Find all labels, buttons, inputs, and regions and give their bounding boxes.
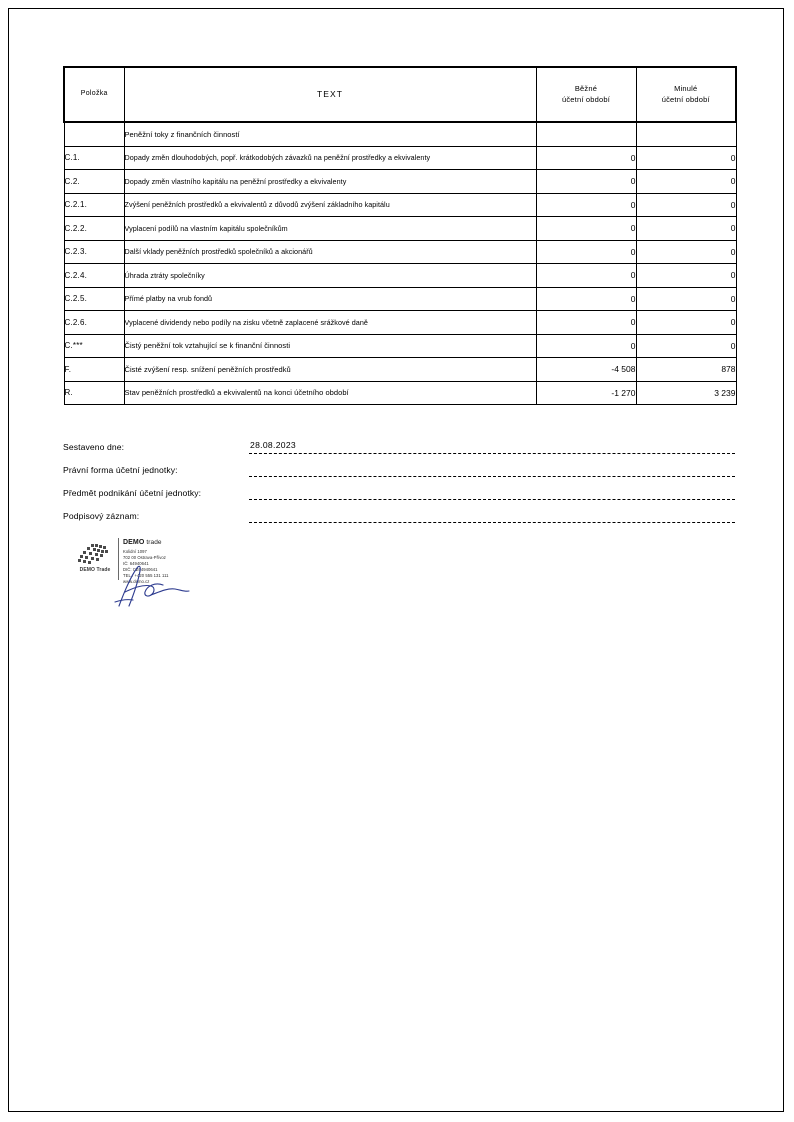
row-value-current: 0 (536, 217, 636, 241)
table-row (64, 311, 736, 335)
stamp-address-line: www.demo.cz (123, 579, 150, 585)
row-text: Vyplacené dividendy nebo podíly na zisku včetně zaplacené srážkové daně (124, 311, 536, 335)
footer-field-value[interactable] (249, 486, 735, 500)
previous-period-line1: Minulé (674, 83, 698, 93)
section-title-row (64, 122, 736, 146)
table-row (64, 240, 736, 264)
row-code: C.2.4. (64, 264, 124, 288)
footer-field-label: Předmět podnikání účetní jednotky: (63, 488, 202, 498)
row-code: C.2.3. (64, 240, 124, 264)
table-row (64, 287, 736, 311)
stamp-logo-name: DEMO Trade (79, 567, 111, 573)
table-row (64, 217, 736, 241)
table-row (64, 334, 736, 358)
table-row (64, 264, 736, 288)
row-value-previous: 0 (636, 170, 736, 194)
table-body (64, 122, 736, 405)
section-row-title: Peněžní toky z finančních činností (124, 122, 536, 146)
footer-field-value[interactable]: 28.08.2023 (249, 440, 735, 454)
row-code: C.2.6. (64, 311, 124, 335)
stamp-address-line: 702 00 Ostrava-Přívoz (123, 555, 166, 561)
footer-field-row (63, 500, 735, 523)
row-value-current: 0 (536, 287, 636, 311)
row-code: C.2. (64, 170, 124, 194)
section-row-code (64, 122, 124, 146)
row-value-previous: 0 (636, 217, 736, 241)
stamp-address-line: IČ: 64940641 (123, 561, 149, 567)
row-text: Další vklady peněžních prostředků společníků a akcionářů (124, 240, 536, 264)
row-value-current: 0 (536, 193, 636, 217)
row-value-current: 0 (536, 240, 636, 264)
stamp-address-line: Kolidní 1097 (123, 549, 147, 554)
footer-field-label: Podpisový záznam: (63, 511, 140, 521)
cash-flow-statement-table (63, 66, 737, 405)
column-header-previous-period (636, 67, 736, 122)
footer-field-row (63, 477, 735, 500)
row-value-current: 0 (536, 170, 636, 194)
row-text: Zvýšení peněžních prostředků a ekvivalentů z důvodů zvýšení základního kapitálu (124, 193, 536, 217)
handwritten-signature (111, 562, 191, 608)
footer-field-row (63, 431, 735, 454)
column-header-current-period (536, 67, 636, 122)
row-value-current: 0 (536, 334, 636, 358)
row-code: C.*** (64, 334, 124, 358)
footer-field-label: Sestaveno dne: (63, 442, 125, 452)
demo-trade-logo-icon (77, 542, 115, 566)
stamp-company-title (123, 539, 162, 546)
row-text: Stav peněžních prostředků a ekvivalentů na konci účetního období (124, 381, 536, 405)
row-value-previous: 3 239 (636, 381, 736, 405)
section-row-previous (636, 122, 736, 146)
row-code: F. (64, 358, 124, 382)
current-period-line2: účetní období (561, 94, 611, 104)
row-value-previous: 0 (636, 193, 736, 217)
row-value-previous: 0 (636, 334, 736, 358)
row-text: Dopady změn dlouhodobých, popř. krátkodobých závazků na peněžní prostředky a ekvivalenty (124, 146, 536, 170)
stamp-address-line: TEL.: +420 555 131 111 (123, 573, 169, 579)
row-value-previous: 878 (636, 358, 736, 382)
table-row (64, 146, 736, 170)
column-header-text: TEXT (124, 67, 536, 122)
row-code: C.2.5. (64, 287, 124, 311)
table-row (64, 170, 736, 194)
previous-period-line2: účetní období (661, 94, 710, 104)
row-text: Přímé platby na vrub fondů (124, 287, 536, 311)
footer-field-label: Právní forma účetní jednotky: (63, 465, 178, 475)
row-value-previous: 0 (636, 311, 736, 335)
row-value-current: -4 508 (536, 358, 636, 382)
footer-field-value[interactable] (249, 463, 735, 477)
row-text: Čisté zvýšení resp. snížení peněžních prostředků (124, 358, 536, 382)
row-value-previous: 0 (636, 240, 736, 264)
row-value-current: 0 (536, 311, 636, 335)
page-sheet (8, 8, 784, 1112)
footer-field-value[interactable] (249, 509, 735, 523)
row-code: C.1. (64, 146, 124, 170)
row-value-previous: 0 (636, 287, 736, 311)
table-header-row (64, 67, 736, 122)
row-value-current: -1 270 (536, 381, 636, 405)
row-text: Čistý peněžní tok vztahující se k finanční činnosti (124, 334, 536, 358)
stamp-title-light: trade (146, 539, 162, 546)
stamp-title-bold: DEMO (123, 539, 145, 546)
footer-signature-block (63, 431, 735, 523)
column-header-code: Položka (64, 67, 124, 122)
row-text: Vyplacení podílů na vlastním kapitálu společníkům (124, 217, 536, 241)
row-value-previous: 0 (636, 264, 736, 288)
row-code: C.2.2. (64, 217, 124, 241)
stamp-address-line: DIČ: CZ64940641 (123, 567, 158, 573)
row-value-current: 0 (536, 264, 636, 288)
row-text: Úhrada ztráty společníky (124, 264, 536, 288)
row-code: R. (64, 381, 124, 405)
row-value-current: 0 (536, 146, 636, 170)
table-row (64, 358, 736, 382)
table-row (64, 193, 736, 217)
row-code: C.2.1. (64, 193, 124, 217)
footer-field-row (63, 454, 735, 477)
company-stamp (71, 536, 191, 608)
row-value-previous: 0 (636, 146, 736, 170)
row-text: Dopady změn vlastního kapitálu na peněžní prostředky a ekvivalenty (124, 170, 536, 194)
table-row (64, 381, 736, 405)
section-row-current (536, 122, 636, 146)
current-period-line1: Běžné (574, 83, 598, 93)
